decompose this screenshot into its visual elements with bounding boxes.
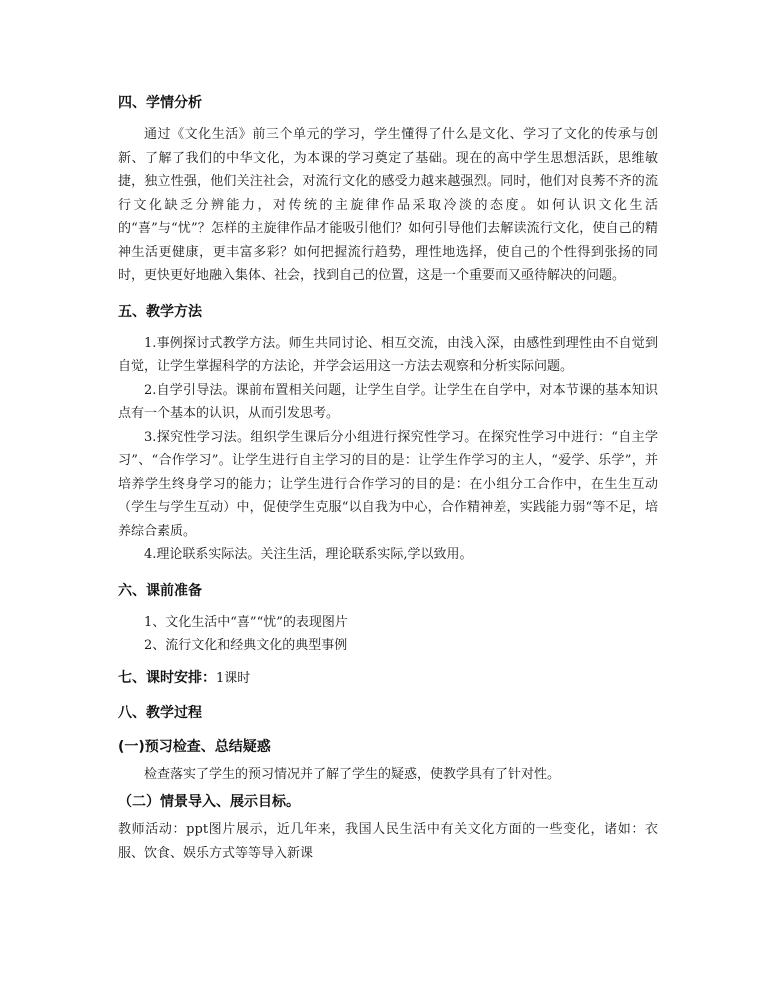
teaching-method-item: 3.探究性学习法。组织学生课后分小组进行探究性学习。在探究性学习中进行：“自主学习”、“合作学习”。让学生进行自主学习的目的是：让学生作学习的主人，“爱学、乐学”，并培养学生终身学习的能力；让学生进行合作学习的目的是：在小组分工合作中，在生生互动（学生与学生互动）中，促使学生克服“以自我为中心，合作精神差，实践能力弱“等不足，培养综合素质。 xyxy=(118,429,658,539)
preparation-item: 2、流行文化和经典文化的典型事例 xyxy=(144,638,348,653)
preview-paragraph: 检查落实了学生的预习情况并了解了学生的疑惑，使教学具有了针对性。 xyxy=(144,766,561,782)
section-heading-schedule xyxy=(118,668,658,689)
preparation-item: 1、文化生活中“喜”“忧”的表现图片 xyxy=(144,614,348,630)
section-heading-student-analysis: 四、学情分析 xyxy=(118,95,202,111)
subsection-heading-scenario: （二）情景导入、展示目标。 xyxy=(118,794,300,810)
document-body xyxy=(118,93,658,865)
teaching-method-item: 4.理论联系实际法。关注生活，理论联系实际,学以致用。 xyxy=(144,547,473,562)
teaching-method-item: 2.自学引导法。课前布置相关问题，让学生自学。让学生在自学中，对本节课的基本知识点有一个基本的认识，从而引发思考。 xyxy=(118,382,658,421)
teaching-method-item: 1.事例探讨式教学方法。师生共同讨论、相互交流，由浅入深，由感性到理性由不自觉到自觉，让学生掌握科学的方法论，并学会运用这一方法去观察和分析实际问题。 xyxy=(118,335,658,374)
section-heading-teaching-methods: 五、教学方法 xyxy=(118,303,202,320)
section-heading-preparation: 六、课前准备 xyxy=(118,582,202,599)
student-analysis-paragraph: 通过《文化生活》前三个单元的学习，学生懂得了什么是文化、学习了文化的传承与创新、了解了我们的中华文化，为本课的学习奠定了基础。现在的高中学生思想活跃，思维敏捷，独立性强，他们关注社会，对流行文化的感受力越来越强烈。同时，他们对良莠不齐的流行文化缺乏分辨能力，对传统的主旋律作品采取冷淡的态度。如何认识文化生活的“喜”与“忧”？怎样的主旋律作品才能吸引他们？如何引导他们去解读流行文化，使自己的精神生活更健康，更丰富多彩？如何把握流行趋势，理性地选择，使自己的个性得到张扬的同时，更快更好地融入集体、社会，找到自己的位置，这是一个重要而又亟待解决的问题。 xyxy=(118,127,658,283)
scenario-paragraph: 教师活动：ppt图片展示，近几年来，我国人民生活中有关文化方面的一些变化，诸如：衣服、饮食、娱乐方式等等导入新课 xyxy=(118,822,658,861)
section-heading-teaching-process: 八、教学过程 xyxy=(118,704,202,721)
subsection-heading-preview: (一)预习检查、总结疑惑 xyxy=(118,738,271,755)
schedule-value: 1课时 xyxy=(216,670,251,686)
schedule-label: 七、课时安排： xyxy=(118,669,216,686)
